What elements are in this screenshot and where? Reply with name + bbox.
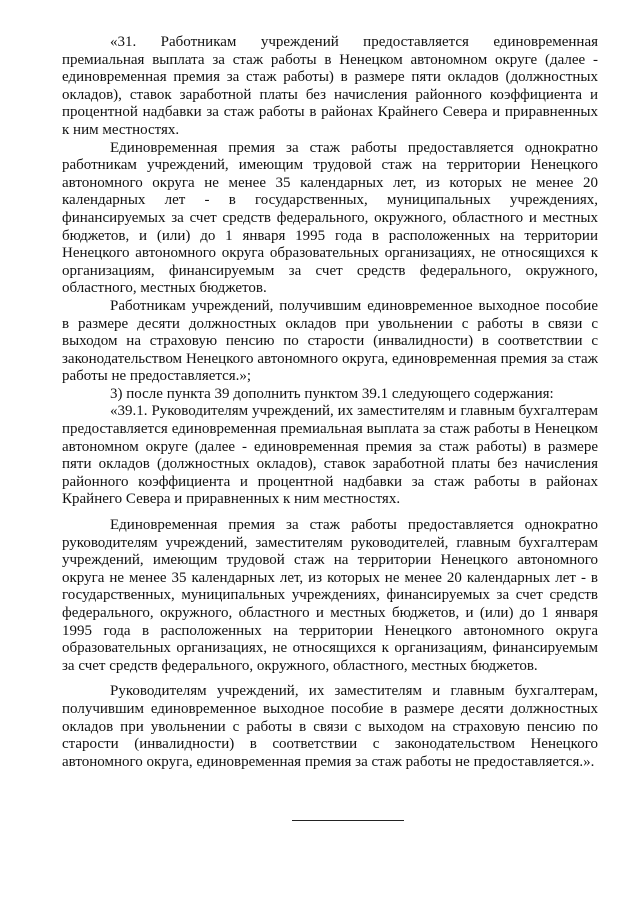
paragraph-39-1: «39.1. Руководителям учреждений, их заместителям и главным бухгалтерам предоставляется единовременная премиальная выплата за стаж работы в Ненецком автономном округе (далее - единовременная премия за стаж работы) в размере пяти окладов (должностных окладов), ставок заработной платы без начисления районного коэффициента и процентной надбавки за стаж работы в районах Крайнего Севера и приравненных к ним местностях. [62, 403, 598, 508]
paragraph-31: «31. Работникам учреждений предоставляется единовременная премиальная выплата за стаж работы в Ненецком автономном округе (далее - единовременная премия за стаж работы) в размере пяти окладов (должностных окладов), ставок заработной платы без начисления районного коэффициента и процентной надбавки за стаж работы в районах Крайнего Севера и приравненных к ним местностях. [62, 34, 598, 138]
document-body [62, 34, 598, 771]
paragraph-39-1-lump-sum-conditions: Единовременная премия за стаж работы предоставляется однократно руководителям учреждений, заместителям руководителей, главным бухгалтерам учреждений, имеющим трудовой стаж на территории Ненецкого автономного округа не менее 35 календарных лет, из которых не менее 20 календарных лет - в государственных, муниципальных учреждениях, финансируемых за счет средств федерального, окружного, областного и местных бюджетов, и (или) до 1 января 1995 года в расположенных на территории Ненецкого автономного округа образовательных организациях, не относящихся к организациям, финансируемым за счет средств федерального, окружного, областного, местных бюджетов. [62, 517, 598, 674]
amendment-item-3: 3) после пункта 39 дополнить пунктом 39.1 следующего содержания: [110, 385, 554, 402]
paragraph-39-1-exclusion: Руководителям учреждений, их заместителям и главным бухгалтерам, получившим единовременное выходное пособие в размере десяти должностных окладов при увольнении с работы в связи с выходом на страховую пенсию по старости (инвалидности) в соответствии с законодательством Ненецкого автономного округа, единовременная премия за стаж работы не предоставляется.». [62, 683, 598, 770]
paragraph-31-exclusion: Работникам учреждений, получившим единовременное выходное пособие в размере десяти должностных окладов при увольнении с работы в связи с выходом на страховую пенсию по старости (инвалидности) в соответствии с законодательством Ненецкого автономного округа, единовременная премия за стаж работы не предоставляется.»; [62, 297, 598, 385]
paragraph-31-lump-sum-conditions: Единовременная премия за стаж работы предоставляется однократно работникам учреждений, имеющим трудовой стаж на территории Ненецкого автономного округа не менее 35 календарных лет, из которых не менее 20 календарных лет - в государственных, муниципальных учреждениях, финансируемых за счет средств федерального, окружного, областного и местных бюджетов, и (или) до 1 января 1995 года в расположенных на территории Ненецкого автономного округа образовательных организациях, не относящихся к организациям, финансируемым за счет средств федерального, окружного, областного, местных бюджетов. [62, 139, 598, 297]
end-of-text-divider [292, 820, 404, 821]
